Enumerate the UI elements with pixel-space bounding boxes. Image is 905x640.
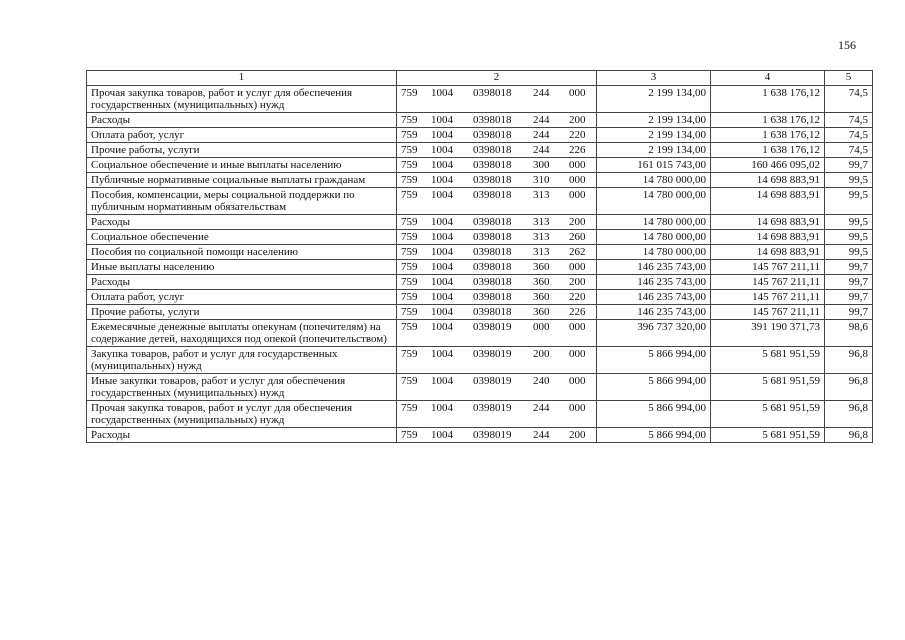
budget-classification-code: [397, 428, 597, 443]
row-name: Прочая закупка товаров, работ и услуг для обеспечения государственных (муниципальных) нужд: [87, 401, 397, 428]
actual-amount: 14 698 883,91: [711, 188, 825, 215]
code-part: 759: [401, 159, 418, 171]
code-part: 1004: [431, 216, 453, 228]
execution-percent: 99,7: [825, 158, 873, 173]
code-part: 0398018: [473, 114, 512, 126]
column-header: 2: [397, 71, 597, 86]
budget-classification-code: [397, 305, 597, 320]
code-part: 0398018: [473, 144, 512, 156]
actual-amount: 14 698 883,91: [711, 245, 825, 260]
table-row: [87, 158, 873, 173]
execution-percent: 99,5: [825, 173, 873, 188]
code-part: 1004: [431, 429, 453, 441]
actual-amount: 5 681 951,59: [711, 374, 825, 401]
code-part: 759: [401, 321, 418, 333]
budget-classification-code: [397, 86, 597, 113]
code-part: 360: [533, 291, 550, 303]
row-name: Расходы: [87, 428, 397, 443]
planned-amount: 2 199 134,00: [597, 113, 711, 128]
actual-amount: 1 638 176,12: [711, 86, 825, 113]
row-name: Прочие работы, услуги: [87, 143, 397, 158]
code-part: 244: [533, 114, 550, 126]
code-part: 0398019: [473, 402, 512, 414]
code-part: 200: [569, 216, 586, 228]
row-name: Пособия, компенсации, меры социальной поддержки по публичным нормативным обязательствам: [87, 188, 397, 215]
code-part: 0398018: [473, 261, 512, 273]
execution-percent: 96,8: [825, 428, 873, 443]
code-part: 220: [569, 291, 586, 303]
execution-percent: 98,6: [825, 320, 873, 347]
column-header: 3: [597, 71, 711, 86]
table-row: [87, 188, 873, 215]
row-name: Прочая закупка товаров, работ и услуг для обеспечения государственных (муниципальных) нужд: [87, 86, 397, 113]
table-row: [87, 113, 873, 128]
code-part: 244: [533, 87, 550, 99]
execution-percent: 99,5: [825, 230, 873, 245]
code-part: 240: [533, 375, 550, 387]
code-part: 759: [401, 246, 418, 258]
execution-percent: 99,7: [825, 260, 873, 275]
code-part: 1004: [431, 129, 453, 141]
row-name: Социальное обеспечение и иные выплаты населению: [87, 158, 397, 173]
code-part: 360: [533, 261, 550, 273]
row-name: Расходы: [87, 113, 397, 128]
code-part: 360: [533, 306, 550, 318]
code-part: 313: [533, 246, 550, 258]
code-part: 759: [401, 375, 418, 387]
budget-classification-code: [397, 347, 597, 374]
code-part: 1004: [431, 144, 453, 156]
code-part: 000: [569, 348, 586, 360]
code-part: 0398018: [473, 129, 512, 141]
table-row: [87, 128, 873, 143]
code-part: 226: [569, 306, 586, 318]
code-part: 759: [401, 216, 418, 228]
code-part: 759: [401, 306, 418, 318]
budget-classification-code: [397, 173, 597, 188]
code-part: 759: [401, 291, 418, 303]
code-part: 1004: [431, 189, 453, 201]
budget-classification-code: [397, 245, 597, 260]
actual-amount: 145 767 211,11: [711, 275, 825, 290]
table-row: [87, 428, 873, 443]
row-name: Закупка товаров, работ и услуг для государственных (муниципальных) нужд: [87, 347, 397, 374]
budget-classification-code: [397, 215, 597, 230]
code-part: 220: [569, 129, 586, 141]
code-part: 759: [401, 348, 418, 360]
actual-amount: 160 466 095,02: [711, 158, 825, 173]
code-part: 1004: [431, 114, 453, 126]
code-part: 0398018: [473, 291, 512, 303]
code-part: 759: [401, 87, 418, 99]
planned-amount: 5 866 994,00: [597, 428, 711, 443]
actual-amount: 5 681 951,59: [711, 428, 825, 443]
code-part: 1004: [431, 306, 453, 318]
actual-amount: 1 638 176,12: [711, 113, 825, 128]
code-part: 759: [401, 144, 418, 156]
code-part: 759: [401, 402, 418, 414]
execution-percent: 74,5: [825, 143, 873, 158]
actual-amount: 14 698 883,91: [711, 230, 825, 245]
code-part: 759: [401, 231, 418, 243]
code-part: 000: [569, 261, 586, 273]
code-part: 1004: [431, 321, 453, 333]
actual-amount: 14 698 883,91: [711, 173, 825, 188]
table-header-row: [87, 71, 873, 86]
column-header: 1: [87, 71, 397, 86]
planned-amount: 14 780 000,00: [597, 245, 711, 260]
actual-amount: 391 190 371,73: [711, 320, 825, 347]
actual-amount: 1 638 176,12: [711, 128, 825, 143]
budget-classification-code: [397, 374, 597, 401]
execution-percent: 96,8: [825, 401, 873, 428]
planned-amount: 5 866 994,00: [597, 347, 711, 374]
code-part: 0398019: [473, 321, 512, 333]
planned-amount: 161 015 743,00: [597, 158, 711, 173]
actual-amount: 145 767 211,11: [711, 260, 825, 275]
table-row: [87, 275, 873, 290]
code-part: 313: [533, 189, 550, 201]
budget-classification-code: [397, 158, 597, 173]
planned-amount: 146 235 743,00: [597, 275, 711, 290]
planned-amount: 146 235 743,00: [597, 305, 711, 320]
code-part: 759: [401, 129, 418, 141]
code-part: 226: [569, 144, 586, 156]
code-part: 244: [533, 129, 550, 141]
execution-percent: 74,5: [825, 113, 873, 128]
row-name: Оплата работ, услуг: [87, 290, 397, 305]
code-part: 0398018: [473, 306, 512, 318]
planned-amount: 2 199 134,00: [597, 128, 711, 143]
code-part: 1004: [431, 231, 453, 243]
row-name: Прочие работы, услуги: [87, 305, 397, 320]
row-name: Публичные нормативные социальные выплаты гражданам: [87, 173, 397, 188]
row-name: Социальное обеспечение: [87, 230, 397, 245]
actual-amount: 5 681 951,59: [711, 401, 825, 428]
table-row: [87, 401, 873, 428]
code-part: 759: [401, 174, 418, 186]
planned-amount: 2 199 134,00: [597, 143, 711, 158]
code-part: 1004: [431, 246, 453, 258]
code-part: 000: [569, 321, 586, 333]
code-part: 1004: [431, 375, 453, 387]
code-part: 759: [401, 261, 418, 273]
code-part: 000: [569, 174, 586, 186]
code-part: 0398018: [473, 189, 512, 201]
row-name: Иные закупки товаров, работ и услуг для обеспечения государственных (муниципальных) нужд: [87, 374, 397, 401]
code-part: 0398019: [473, 348, 512, 360]
execution-percent: 99,5: [825, 215, 873, 230]
code-part: 200: [569, 429, 586, 441]
planned-amount: 5 866 994,00: [597, 401, 711, 428]
actual-amount: 5 681 951,59: [711, 347, 825, 374]
table-row: [87, 173, 873, 188]
row-name: Пособия по социальной помощи населению: [87, 245, 397, 260]
code-part: 0398018: [473, 216, 512, 228]
budget-classification-code: [397, 401, 597, 428]
code-part: 1004: [431, 174, 453, 186]
code-part: 000: [569, 402, 586, 414]
budget-classification-code: [397, 113, 597, 128]
budget-classification-code: [397, 188, 597, 215]
code-part: 360: [533, 276, 550, 288]
planned-amount: 5 866 994,00: [597, 374, 711, 401]
code-part: 310: [533, 174, 550, 186]
code-part: 1004: [431, 402, 453, 414]
code-part: 0398018: [473, 174, 512, 186]
code-part: 759: [401, 189, 418, 201]
planned-amount: 2 199 134,00: [597, 86, 711, 113]
code-part: 000: [569, 159, 586, 171]
planned-amount: 146 235 743,00: [597, 290, 711, 305]
code-part: 244: [533, 402, 550, 414]
column-header: 4: [711, 71, 825, 86]
budget-classification-code: [397, 290, 597, 305]
code-part: 000: [533, 321, 550, 333]
code-part: 759: [401, 114, 418, 126]
code-part: 244: [533, 144, 550, 156]
actual-amount: 14 698 883,91: [711, 215, 825, 230]
code-part: 200: [569, 114, 586, 126]
row-name: Ежемесячные денежные выплаты опекунам (попечителям) на содержание детей, находящихся под опекой (попечительством): [87, 320, 397, 347]
actual-amount: 145 767 211,11: [711, 290, 825, 305]
planned-amount: 14 780 000,00: [597, 215, 711, 230]
execution-percent: 99,7: [825, 275, 873, 290]
execution-percent: 74,5: [825, 128, 873, 143]
column-header: 5: [825, 71, 873, 86]
planned-amount: 14 780 000,00: [597, 230, 711, 245]
code-part: 0398018: [473, 246, 512, 258]
budget-classification-code: [397, 128, 597, 143]
code-part: 0398019: [473, 375, 512, 387]
execution-percent: 96,8: [825, 374, 873, 401]
execution-percent: 99,7: [825, 305, 873, 320]
code-part: 313: [533, 216, 550, 228]
code-part: 0398018: [473, 276, 512, 288]
code-part: 1004: [431, 261, 453, 273]
budget-classification-code: [397, 275, 597, 290]
page-number: 156: [838, 38, 856, 52]
code-part: 759: [401, 276, 418, 288]
table-row: [87, 260, 873, 275]
code-part: 0398018: [473, 159, 512, 171]
code-part: 262: [569, 246, 586, 258]
code-part: 244: [533, 429, 550, 441]
planned-amount: 14 780 000,00: [597, 173, 711, 188]
execution-percent: 96,8: [825, 347, 873, 374]
budget-classification-code: [397, 143, 597, 158]
table-row: [87, 347, 873, 374]
code-part: 0398019: [473, 429, 512, 441]
planned-amount: 14 780 000,00: [597, 188, 711, 215]
table-row: [87, 374, 873, 401]
table-row: [87, 290, 873, 305]
budget-classification-code: [397, 260, 597, 275]
code-part: 1004: [431, 276, 453, 288]
budget-classification-code: [397, 230, 597, 245]
planned-amount: 146 235 743,00: [597, 260, 711, 275]
table-row: [87, 86, 873, 113]
code-part: 000: [569, 87, 586, 99]
table-row: [87, 245, 873, 260]
code-part: 000: [569, 375, 586, 387]
code-part: 759: [401, 429, 418, 441]
row-name: Иные выплаты населению: [87, 260, 397, 275]
code-part: 200: [569, 276, 586, 288]
execution-percent: 99,7: [825, 290, 873, 305]
row-name: Оплата работ, услуг: [87, 128, 397, 143]
code-part: 1004: [431, 87, 453, 99]
row-name: Расходы: [87, 215, 397, 230]
budget-table: [86, 70, 873, 443]
planned-amount: 396 737 320,00: [597, 320, 711, 347]
code-part: 0398018: [473, 231, 512, 243]
table-row: [87, 143, 873, 158]
code-part: 1004: [431, 159, 453, 171]
table-row: [87, 320, 873, 347]
table-row: [87, 305, 873, 320]
code-part: 0398018: [473, 87, 512, 99]
execution-percent: 99,5: [825, 245, 873, 260]
code-part: 260: [569, 231, 586, 243]
row-name: Расходы: [87, 275, 397, 290]
code-part: 000: [569, 189, 586, 201]
execution-percent: 74,5: [825, 86, 873, 113]
code-part: 313: [533, 231, 550, 243]
actual-amount: 145 767 211,11: [711, 305, 825, 320]
code-part: 1004: [431, 291, 453, 303]
table-row: [87, 215, 873, 230]
execution-percent: 99,5: [825, 188, 873, 215]
code-part: 200: [533, 348, 550, 360]
code-part: 1004: [431, 348, 453, 360]
actual-amount: 1 638 176,12: [711, 143, 825, 158]
table-row: [87, 230, 873, 245]
budget-classification-code: [397, 320, 597, 347]
code-part: 300: [533, 159, 550, 171]
